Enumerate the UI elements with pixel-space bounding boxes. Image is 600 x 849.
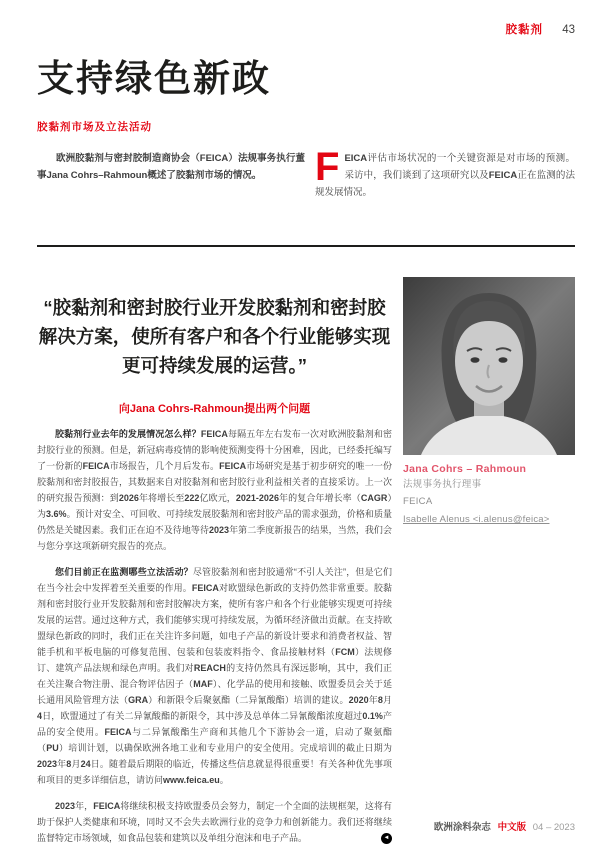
answer-text: FEICA每隔五年左右发布一次对欧洲胶黏剂和密封胶行业的预测。但是，新冠病毒疫情的影响使预测变得十分困难，因此，已经委托编写了一份新的FEICA市场报告，几个月后发布。FEICA市场研究是基于初步研究的唯一一份胶黏剂和密封胶报告，其数据来自对胶黏剂和密封胶行业利益相关者的直接采访。上一次的研究报告预测：到2026年将增长至222亿欧元，2021-2026年的复合年增长率（CAGR）为3.6%。预计对安全、可回收、可持续发展胶黏剂和密封胶产品的需求强劲，价格和质量仍然是关键因素。我们正在迫不及待地等待2023年第二季度新报告的结果，当然，我们会与您分享这项新研究报告的亮点。 bbox=[37, 429, 392, 551]
answer-text: 2023年，FEICA将继续积极支持欧盟委员会努力，制定一个全面的法规框架，这将有助于保护人类健康和环境，同时又不会失去欧洲行业的竞争力和创新能力。我们还将继续监督特定市场领域，如食品包装和建筑以及单组分泡沫和电子产品。 bbox=[37, 801, 392, 843]
paragraph-1 bbox=[37, 426, 392, 554]
profile-name: Jana Cohrs – Rahmoun bbox=[403, 463, 527, 475]
page-header bbox=[506, 21, 576, 37]
standfirst-text: EICA评估市场状况的一个关键资源是对市场的预测。采访中，我们谈到了这项研究以及FEICA正在监测的法规发展情况。 bbox=[315, 153, 575, 198]
issue-label: 04 – 2023 bbox=[532, 822, 575, 833]
portrait-photo bbox=[403, 277, 575, 455]
article-title: 支持绿色新政 bbox=[37, 58, 271, 99]
question-lead: 胶黏剂行业去年的发展情况怎么样？ bbox=[55, 429, 201, 439]
profile-org: FEICA bbox=[403, 496, 433, 507]
dropcap-letter: F bbox=[315, 145, 340, 189]
profile-role: 法规事务执行理事 bbox=[403, 479, 482, 490]
article-column bbox=[37, 247, 392, 846]
page-footer bbox=[434, 819, 575, 833]
photo-caption bbox=[403, 463, 575, 527]
paragraph-3 bbox=[37, 798, 392, 846]
answer-text: 尽管胶黏剂和密封胶通常“不引人关注”，但是它们在当今社会中发挥着至关重要的作用。FEICA对欧盟绿色新政的支持仍然非常重要。胶黏剂和密封胶行业开发胶黏剂和密封胶解决方案，使所有客户和各个行业能够实现更可持续发展的运营。通过这种方式，我们能够实现可持续发展，为循环经济做出贡献。在支持欧盟绿色新政的同时，我们正在关注许多问题，如电子产品的新设计要求和消费者权益、智能手机和平板电脑的可修复范围、包装和包装废料指令、食品接触材料（FCM）法规修订、建筑产品法规和绿色声明。我们对REACH的支持仍然具有深远影响，其中，我们正在关注聚合物注册、混合物评估因子（MAF）、化学品的使用和接触、欧盟委员会关于延长通用风险管理方法（GRA）和新限令后聚氨酯（二异氰酸酯）培训的建议。2020年8月4日，欧盟通过了有关二异氰酸酯的新限令，其中涉及总单体二异氰酸酯浓度超过0.1%产品的安全使用。FEICA与二异氰酸酯生产商和其他几个下游协会一道，启动了聚氨酯（PU）培训计划，以确保欧洲各地工业和专业用户的安全使用。完成培训的截止日期为2023年8月24日。随着最后期限的临近，传播这些信息就显得很重要！有关各种优先事项和项目的更多详细信息，请访问www.feica.eu。 bbox=[37, 567, 392, 785]
photo-credit-link[interactable]: Isabelle Alenus <i.alenus@feica> bbox=[403, 514, 550, 525]
page-number: 43 bbox=[562, 24, 575, 36]
edition-label: 中文版 bbox=[497, 822, 527, 833]
question-lead: 您们目前正在监测哪些立法活动？ bbox=[55, 567, 193, 577]
paragraph-2 bbox=[37, 564, 392, 788]
section-label: 胶黏剂 bbox=[505, 24, 543, 36]
portrait-photo-image bbox=[403, 277, 575, 455]
intro-row bbox=[37, 145, 575, 201]
end-of-article-icon: ◄ bbox=[381, 833, 392, 844]
article-subtitle: 胶黏剂市场及立法活动 bbox=[37, 121, 152, 133]
standfirst-paragraph bbox=[315, 145, 575, 201]
pull-quote: “胶黏剂和密封胶行业开发胶黏剂和密封胶解决方案，使所有客户和各个行业能够实现更可持续发展的运营。” bbox=[38, 297, 391, 376]
interview-heading: 向Jana Cohrs-Rahmoun提出两个问题 bbox=[118, 403, 311, 415]
main-content bbox=[37, 247, 575, 846]
intro-paragraph: 欧洲胶黏剂与密封胶制造商协会（FEICA）法规事务执行董事Jana Cohrs–Rahmoun概述了胶黏剂市场的情况。 bbox=[37, 153, 305, 181]
article-body bbox=[37, 426, 392, 846]
sidebar-column bbox=[403, 247, 575, 846]
magazine-name: 欧洲涂料杂志 bbox=[433, 822, 491, 833]
